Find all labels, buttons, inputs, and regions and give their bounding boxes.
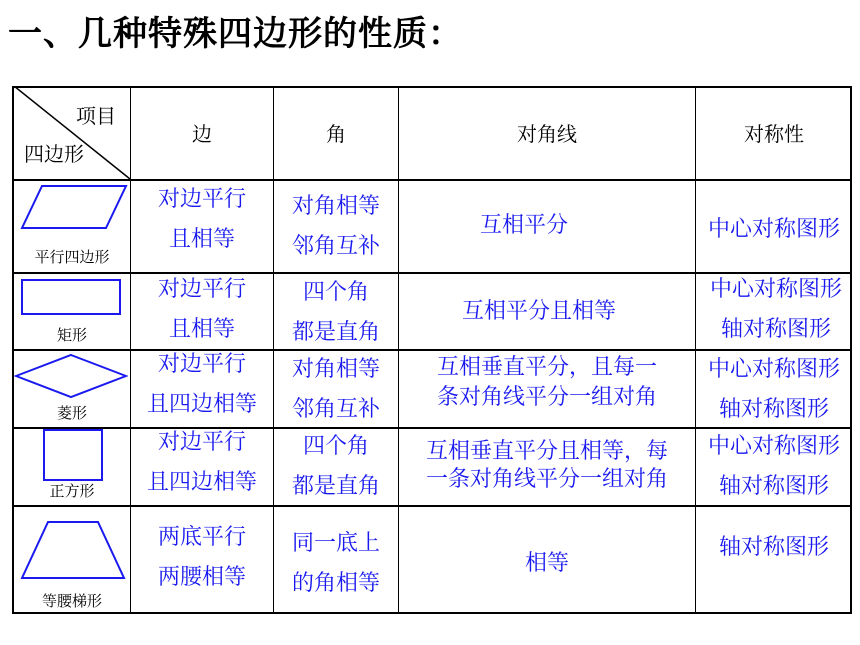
angle-line: 对角相等: [291, 194, 380, 219]
symmetry-property: [696, 270, 856, 350]
symmetry-line: 轴对称图形: [718, 474, 829, 499]
diagonal-line: 条对角线平分一组对角: [436, 385, 657, 410]
side-line: 对边平行: [157, 187, 246, 212]
angle-line: 同一底上: [291, 531, 380, 556]
angle-line: 对角相等: [291, 357, 380, 382]
side-line: 且四边相等: [146, 470, 257, 495]
table-border-bottom: [14, 612, 850, 614]
header-diagonal-text: 对角线: [517, 122, 577, 146]
angle-line: 邻角互补: [291, 234, 380, 259]
angle-property: [274, 428, 398, 506]
shape-name: 等腰梯形: [41, 592, 102, 610]
diagonal-line: 互相垂直平分且相等，每: [425, 439, 668, 464]
angle-line: 四个角: [302, 280, 369, 305]
angle-property: [274, 516, 398, 612]
side-property: [131, 350, 273, 420]
symmetry-property: [696, 184, 852, 276]
header-angle: [274, 86, 398, 179]
header-symmetry: [696, 86, 852, 179]
symmetry-property: [696, 428, 852, 506]
diagonal-property: [399, 434, 695, 498]
diagonal-line: 互相平分: [479, 213, 568, 238]
symmetry-line: 轴对称图形: [718, 397, 829, 422]
symmetry-line: 中心对称图形: [707, 357, 840, 382]
angle-property: [274, 274, 398, 352]
rhombus-icon: [14, 353, 128, 399]
diagonal-line: 一条对角线平分一组对角: [425, 467, 668, 492]
symmetry-property: [696, 510, 852, 586]
side-property: [131, 510, 273, 606]
corner-label-item: 项目: [76, 104, 116, 128]
header-side: [131, 86, 273, 179]
header-angle-text: 角: [326, 122, 346, 146]
diagonal-property: [399, 516, 695, 612]
side-line: 且相等: [168, 317, 235, 342]
side-line: 对边平行: [157, 430, 246, 455]
side-line: 对边平行: [157, 352, 246, 377]
angle-line: 都是直角: [291, 474, 380, 499]
parallelogram-icon: [20, 184, 128, 232]
symmetry-line: 中心对称图形: [707, 217, 840, 242]
diagonal-property: [399, 274, 679, 350]
side-line: 且相等: [168, 227, 235, 252]
shape-name: 菱形: [56, 404, 87, 422]
square-icon: [42, 428, 104, 482]
header-diagonal: [399, 86, 695, 179]
diagonal-property: [399, 180, 649, 272]
symmetry-line: 轴对称图形: [720, 317, 831, 342]
side-line: 两底平行: [157, 525, 246, 550]
side-property: [131, 180, 273, 260]
header-side-text: 边: [192, 122, 212, 146]
diagonal-line: 互相垂直平分，且每一: [436, 355, 657, 380]
side-property: [131, 428, 273, 498]
corner-label-quadrilateral: 四边形: [24, 142, 84, 166]
angle-property: [274, 184, 398, 270]
diagonal-line: 互相平分且相等: [461, 299, 616, 324]
shape-name: 正方形: [49, 482, 95, 500]
trapezoid-icon: [20, 520, 126, 582]
side-line: 两腰相等: [157, 565, 246, 590]
diagonal-property: [399, 350, 695, 416]
diagonal-line: 相等: [524, 551, 569, 576]
angle-line: 的角相等: [291, 571, 380, 596]
symmetry-line: 中心对称图形: [707, 434, 840, 459]
side-line: 对边平行: [157, 277, 246, 302]
header-symmetry-text: 对称性: [744, 122, 804, 146]
side-property: [131, 274, 273, 346]
side-line: 且四边相等: [146, 392, 257, 417]
properties-table: [12, 86, 852, 614]
angle-property: [274, 350, 398, 430]
angle-line: 都是直角: [291, 320, 380, 345]
symmetry-line: 中心对称图形: [709, 277, 842, 302]
rectangle-icon: [20, 278, 124, 318]
symmetry-property: [696, 350, 852, 430]
angle-line: 四个角: [302, 434, 369, 459]
symmetry-line: 轴对称图形: [718, 535, 829, 560]
angle-line: 邻角互补: [291, 397, 380, 422]
shape-name: 矩形: [56, 326, 87, 344]
page-title: 一、几种特殊四边形的性质：: [8, 14, 463, 54]
shape-name: 平行四边形: [34, 248, 110, 266]
